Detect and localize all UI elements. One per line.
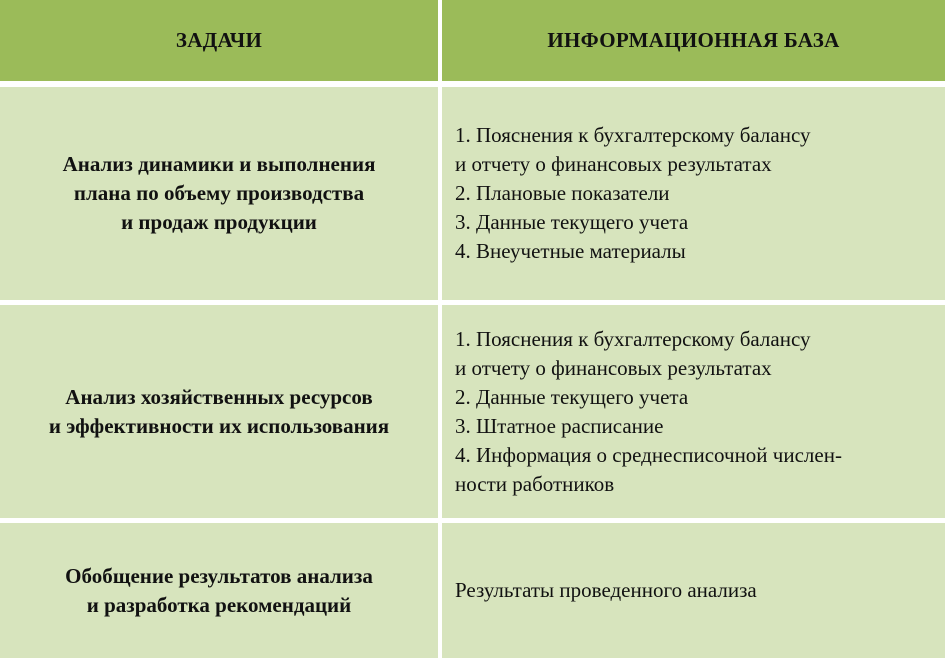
info-cell-2 <box>442 305 945 518</box>
info-line: ности работников <box>455 471 615 496</box>
task-cell-1 <box>0 87 438 300</box>
header-tasks-label: ЗАДАЧИ <box>175 28 263 52</box>
task-cell-3 <box>0 523 438 658</box>
info-line: 2. Данные текущего учета <box>455 384 689 409</box>
info-line: 1. Пояснения к бухгалтерскому балансу <box>455 123 811 147</box>
task-line: Анализ хозяйственных ресурсов <box>65 384 373 409</box>
header-tasks <box>0 0 438 81</box>
task-line: и разработка рекомендаций <box>86 592 352 617</box>
info-line: и отчету о финансовых результатах <box>455 152 772 176</box>
task-line: и эффективности их использования <box>48 413 390 438</box>
info-line: 2. Плановые показатели <box>455 181 670 205</box>
header-info-base-label: ИНФОРМАЦИОННАЯ БАЗА <box>547 28 840 52</box>
task-line: Анализ динамики и выполнения <box>62 152 376 176</box>
info-line: Результаты проведенного анализа <box>455 578 757 602</box>
info-line: 3. Данные текущего учета <box>455 210 689 234</box>
info-cell-3 <box>442 523 945 658</box>
info-cell-1 <box>442 87 945 300</box>
info-line: 1. Пояснения к бухгалтерскому балансу <box>455 326 811 351</box>
info-line: 4. Информация о среднесписочной числен- <box>455 442 842 467</box>
task-line: плана по объему производства <box>73 181 365 205</box>
info-line: 3. Штатное расписание <box>455 413 664 438</box>
task-line: Обобщение результатов анализа <box>65 563 373 588</box>
info-line: и отчету о финансовых результатах <box>455 355 772 380</box>
task-cell-2 <box>0 305 438 518</box>
info-line: 4. Внеучетные материалы <box>455 239 686 263</box>
task-line: и продаж продукции <box>121 210 317 234</box>
header-info-base <box>442 0 945 81</box>
